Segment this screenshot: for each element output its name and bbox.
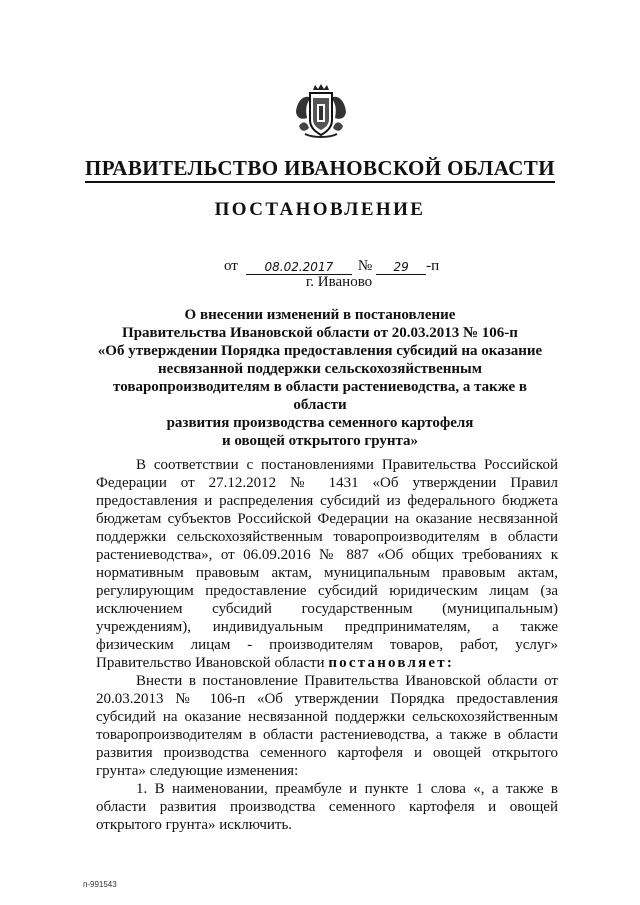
- document-subject: [90, 306, 550, 450]
- subject-line: «Об утверждении Порядка предоставления субсидий на оказание: [97, 343, 543, 359]
- subject-line: товаропроизводителям в области растениеводства, а также в области: [113, 379, 527, 413]
- coat-of-arms-icon: [291, 82, 351, 140]
- item-1-paragraph: 1. В наименовании, преамбуле и пункте 1 слова «, а также в области развития производства семенного картофеля и овощей открытого грунта» исключить.: [96, 781, 558, 833]
- government-title: ПРАВИТЕЛЬСТВО ИВАНОВСКОЙ ОБЛАСТИ: [0, 156, 640, 181]
- preamble-paragraph: [96, 456, 558, 672]
- document-body: [96, 456, 558, 834]
- subject-line: несвязанной поддержки сельскохозяйственным: [158, 361, 482, 377]
- subject-line: и овощей открытого грунта»: [221, 433, 419, 449]
- number-suffix: -п: [426, 258, 440, 274]
- number-sign: №: [357, 258, 373, 274]
- subject-line: Правительства Ивановской области от 20.03.2013 № 106-п: [122, 325, 518, 341]
- registration-line: [224, 253, 439, 275]
- number-field: 29: [376, 260, 426, 275]
- subject-line: О внесении изменений в постановление: [184, 307, 456, 323]
- subject-line: развития производства семенного картофеля: [166, 415, 474, 431]
- resolves-word: постановляет:: [328, 655, 455, 671]
- date-prefix: от: [224, 258, 238, 274]
- footer-code: п-991543: [83, 880, 117, 889]
- document-type-title: ПОСТАНОВЛЕНИЕ: [214, 199, 426, 220]
- preamble-text: В соответствии с постановлениями Правительства Российской Федерации от 27.12.2012 № 1431 «Об утверждении Правил предоставления и распределения субсидий из федерального бюджета бюджетам субъектов Российской Федерации на оказание несвязанной поддержки сельскохозяйственным товаропроизводителям в области растениеводства», от 06.09.2016 № 887 «Об общих требованиях к нормативным правовым актам, муниципальным правовым актам, регулирующим предоставление субсидий юридическим лицам (за исключением субсидий государственным (муниципальным) учреждениям), индивидуальным предпринимателям, а также физическим лицам - производителям товаров, работ, услуг» Правительство Ивановской области: [96, 457, 558, 671]
- amendment-paragraph: Внести в постановление Правительства Ивановской области от 20.03.2013 № 106-п «Об утверждении Порядка предоставления субсидий на оказание несвязанной поддержки сельскохозяйственным товаропроизводителям в области растениеводства, а также в области развития производства семенного картофеля и овощей открытого грунта» следующие изменения:: [96, 673, 558, 779]
- date-field: 08.02.2017: [246, 260, 352, 275]
- city: г. Иваново: [305, 274, 373, 290]
